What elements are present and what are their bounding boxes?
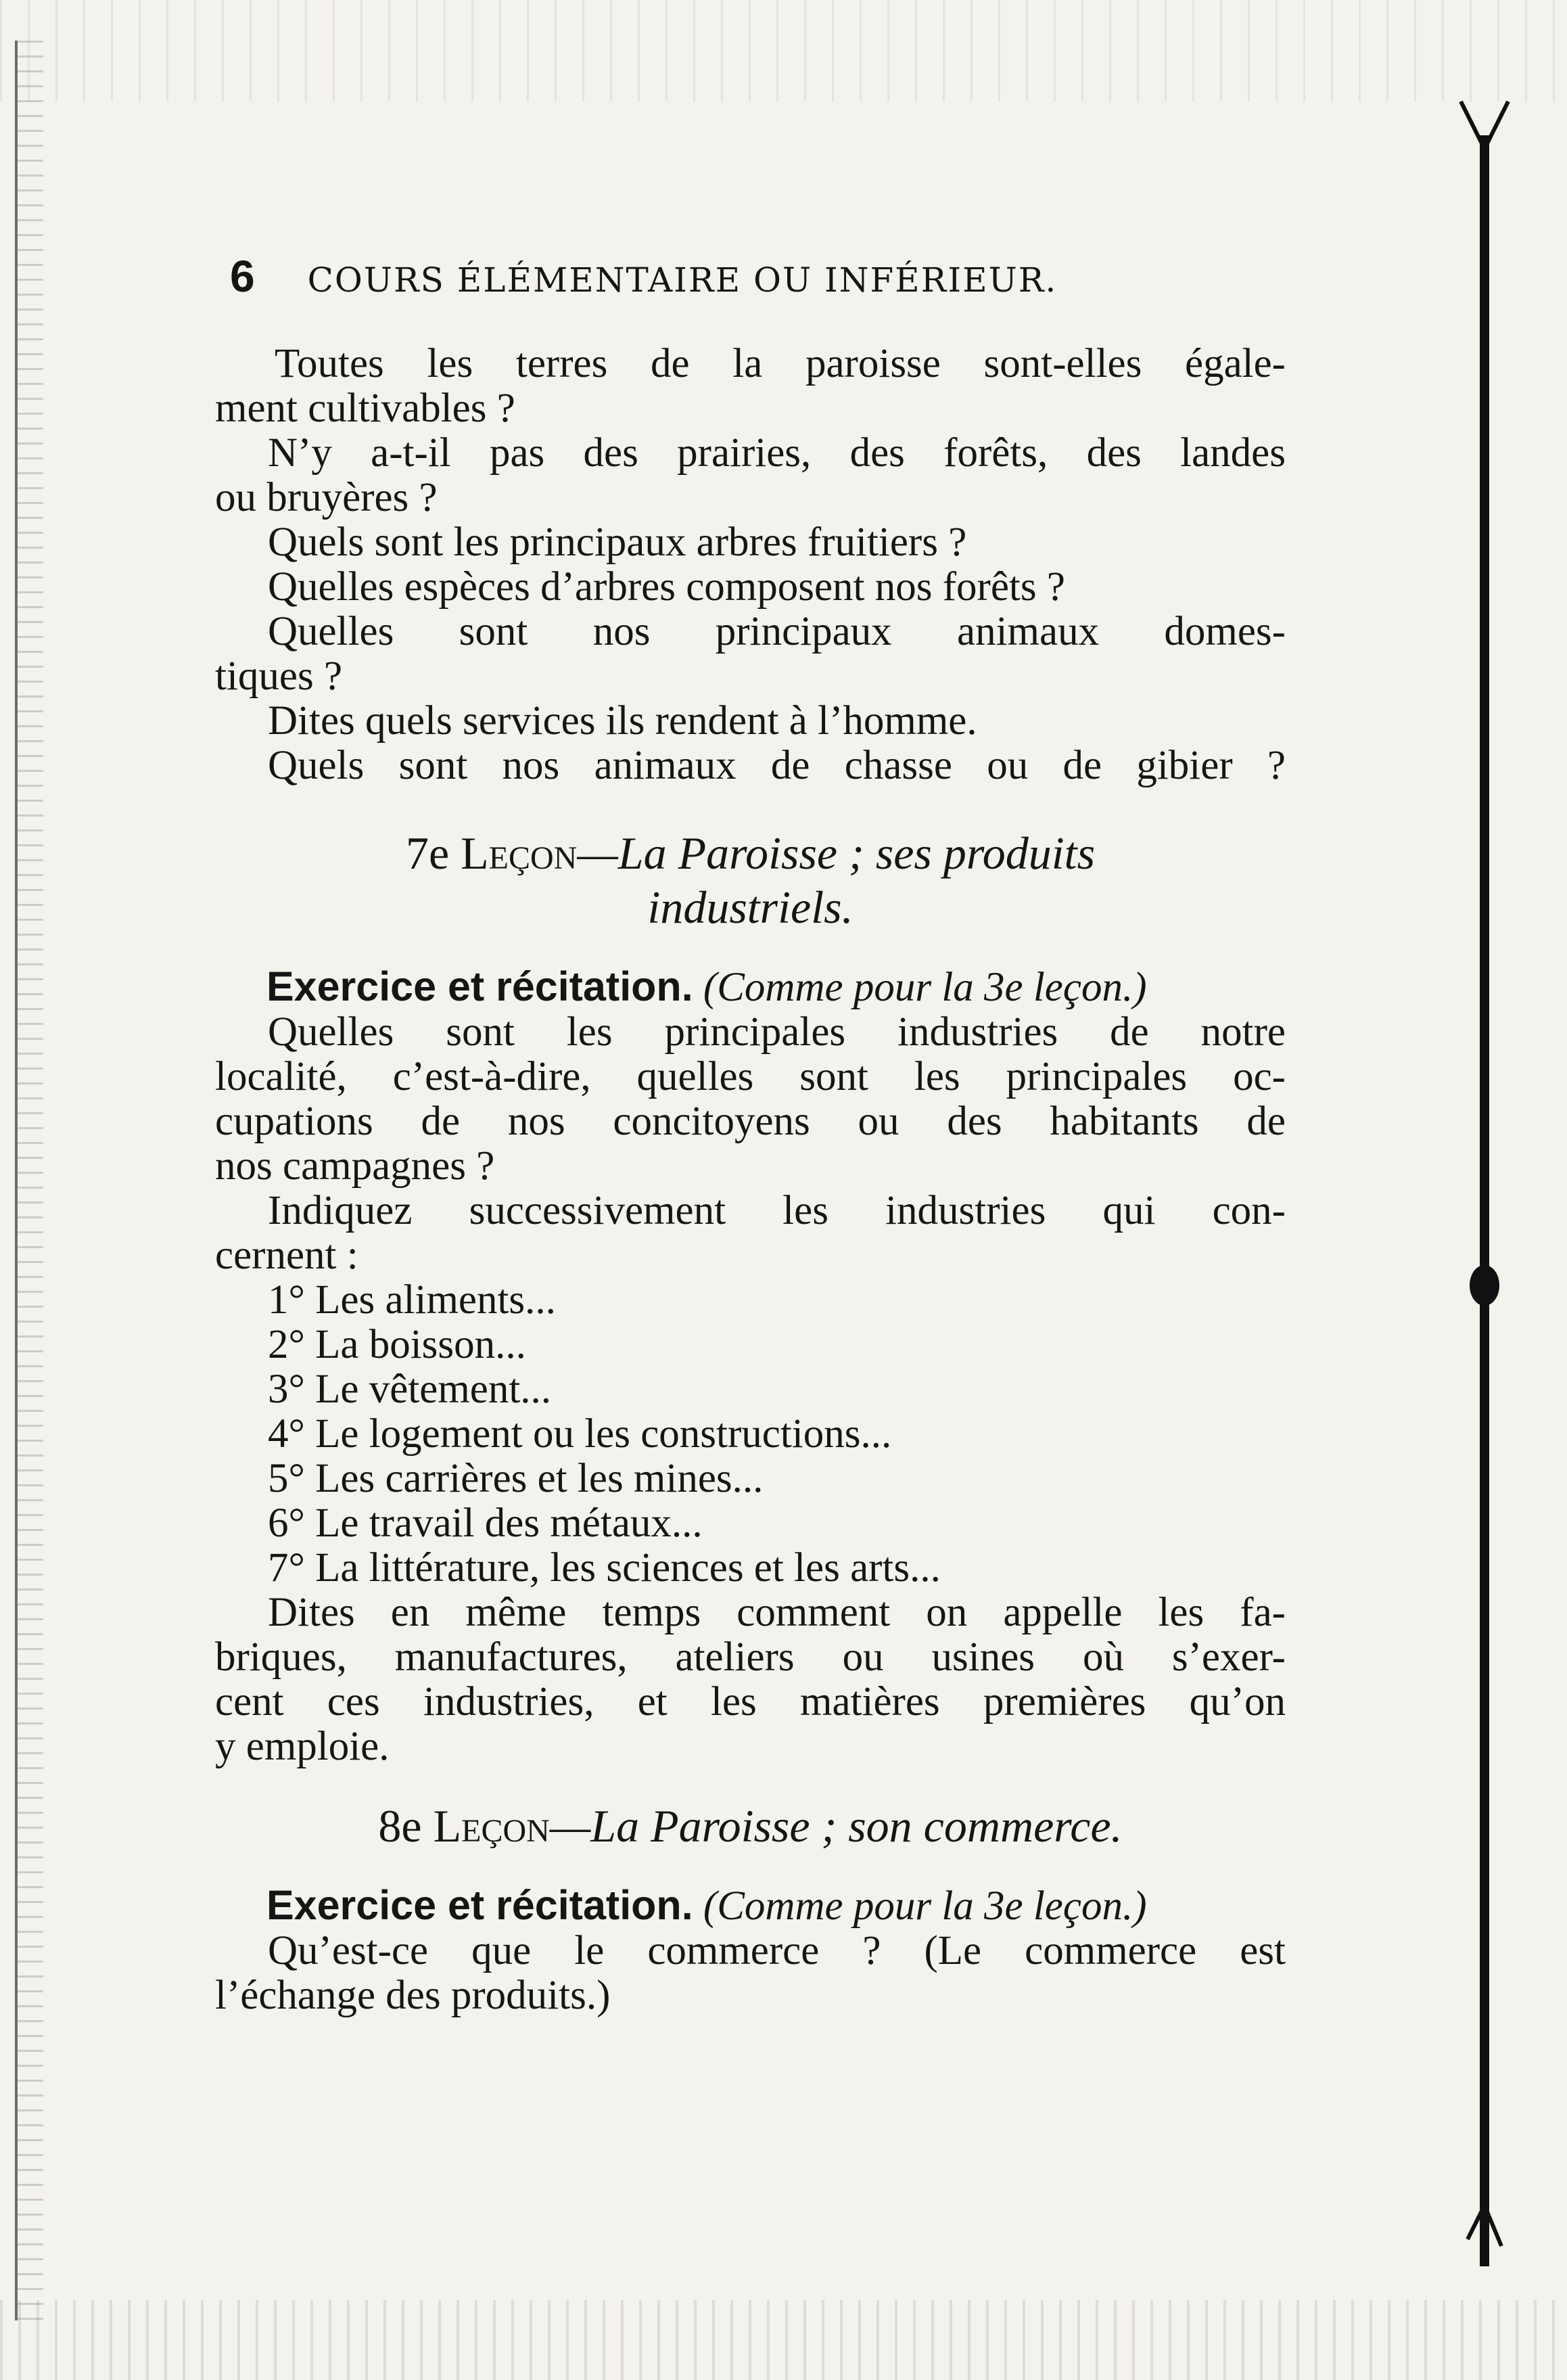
text-line: Dites en même temps comment on appelle les fa- [268, 1590, 1286, 1635]
text-line: tiques ? [215, 654, 343, 699]
text-line: Indiquez successivement les industries qui con- [268, 1188, 1286, 1233]
text-line: Quelles sont nos principaux animaux domes- [268, 609, 1286, 654]
text-line: cent ces industries, et les matières premières qu’on [215, 1679, 1286, 1724]
page-top-edge [0, 0, 1567, 101]
exercise-label: Exercice et récitation. [266, 1882, 693, 1928]
exercise-note: (Comme pour la 3e leçon.) [703, 965, 1147, 1010]
list-item: 3° Le vêtement... [268, 1367, 552, 1412]
running-title: COURS ÉLÉMENTAIRE OU INFÉRIEUR. [307, 260, 1058, 300]
lesson-8-title: —La Paroisse ; son commerce. [549, 1800, 1123, 1852]
page-number: 6 [230, 251, 256, 301]
lesson-7-title-line2 [215, 880, 1286, 934]
lesson-7-word: Leçon [461, 827, 578, 879]
lesson-8-word: Leçon [433, 1800, 550, 1852]
lesson-8-exercise [215, 1883, 1286, 1929]
text-line: N’y a-t-il pas des prairies, des forêts, des landes [268, 430, 1286, 476]
text-line: ou bruyères ? [215, 475, 438, 520]
page-bottom-edge [0, 2300, 1567, 2380]
lesson-7-number: 7e [405, 827, 450, 879]
text-line: y emploie. [215, 1724, 390, 1769]
text-line: Dites quels services ils rendent à l’homme. [268, 698, 977, 743]
list-item: 4° Le logement ou les constructions... [268, 1411, 892, 1457]
text-line: Quelles sont les principales industries de notre [268, 1009, 1286, 1055]
text-line: ment cultivables ? [215, 386, 515, 431]
exercise-label: Exercice et récitation. [266, 963, 693, 1009]
list-item: 7° La littérature, les sciences et les arts... [268, 1545, 941, 1591]
text-line: cupations de nos concitoyens ou des habitants de [215, 1099, 1286, 1144]
text-line: l’échange des produits.) [215, 1973, 611, 2018]
lesson-8-number: 8e [378, 1800, 422, 1852]
page-left-edge [15, 41, 43, 2320]
lesson-7-subtitle: industriels. [647, 882, 853, 933]
text-line: Toutes les terres de la paroisse sont-elles égale- [275, 341, 1286, 386]
lesson-7-exercise [215, 964, 1286, 1010]
page-body [215, 342, 1286, 2018]
text-line: Qu’est-ce que le commerce ? (Le commerce est [268, 1928, 1286, 1973]
list-item: 5° Les carrières et les mines... [268, 1456, 764, 1501]
text-line: nos campagnes ? [215, 1143, 495, 1189]
text-line: briques, manufactures, ateliers ou usines où s’exer- [215, 1634, 1286, 1680]
text-line: Quelles espèces d’arbres composent nos forêts ? [268, 564, 1065, 610]
text-line: localité, c’est-à-dire, quelles sont les principales oc- [215, 1054, 1286, 1099]
lesson-7-heading [215, 826, 1286, 880]
exercise-note: (Comme pour la 3e leçon.) [703, 1883, 1147, 1929]
lesson-7-title: —La Paroisse ; ses produits [577, 827, 1096, 879]
text-line: Quels sont les principaux arbres fruitiers ? [268, 520, 967, 565]
running-header [230, 250, 1285, 302]
lesson-8-heading [215, 1799, 1286, 1853]
binding-spine [1454, 74, 1515, 2307]
list-item: 1° Les aliments... [268, 1277, 556, 1323]
list-item: 2° La boisson... [268, 1322, 526, 1367]
list-item: 6° Le travail des métaux... [268, 1501, 703, 1546]
text-line: cernent : [215, 1233, 358, 1278]
text-line: Quels sont nos animaux de chasse ou de gibier ? [268, 743, 1286, 788]
